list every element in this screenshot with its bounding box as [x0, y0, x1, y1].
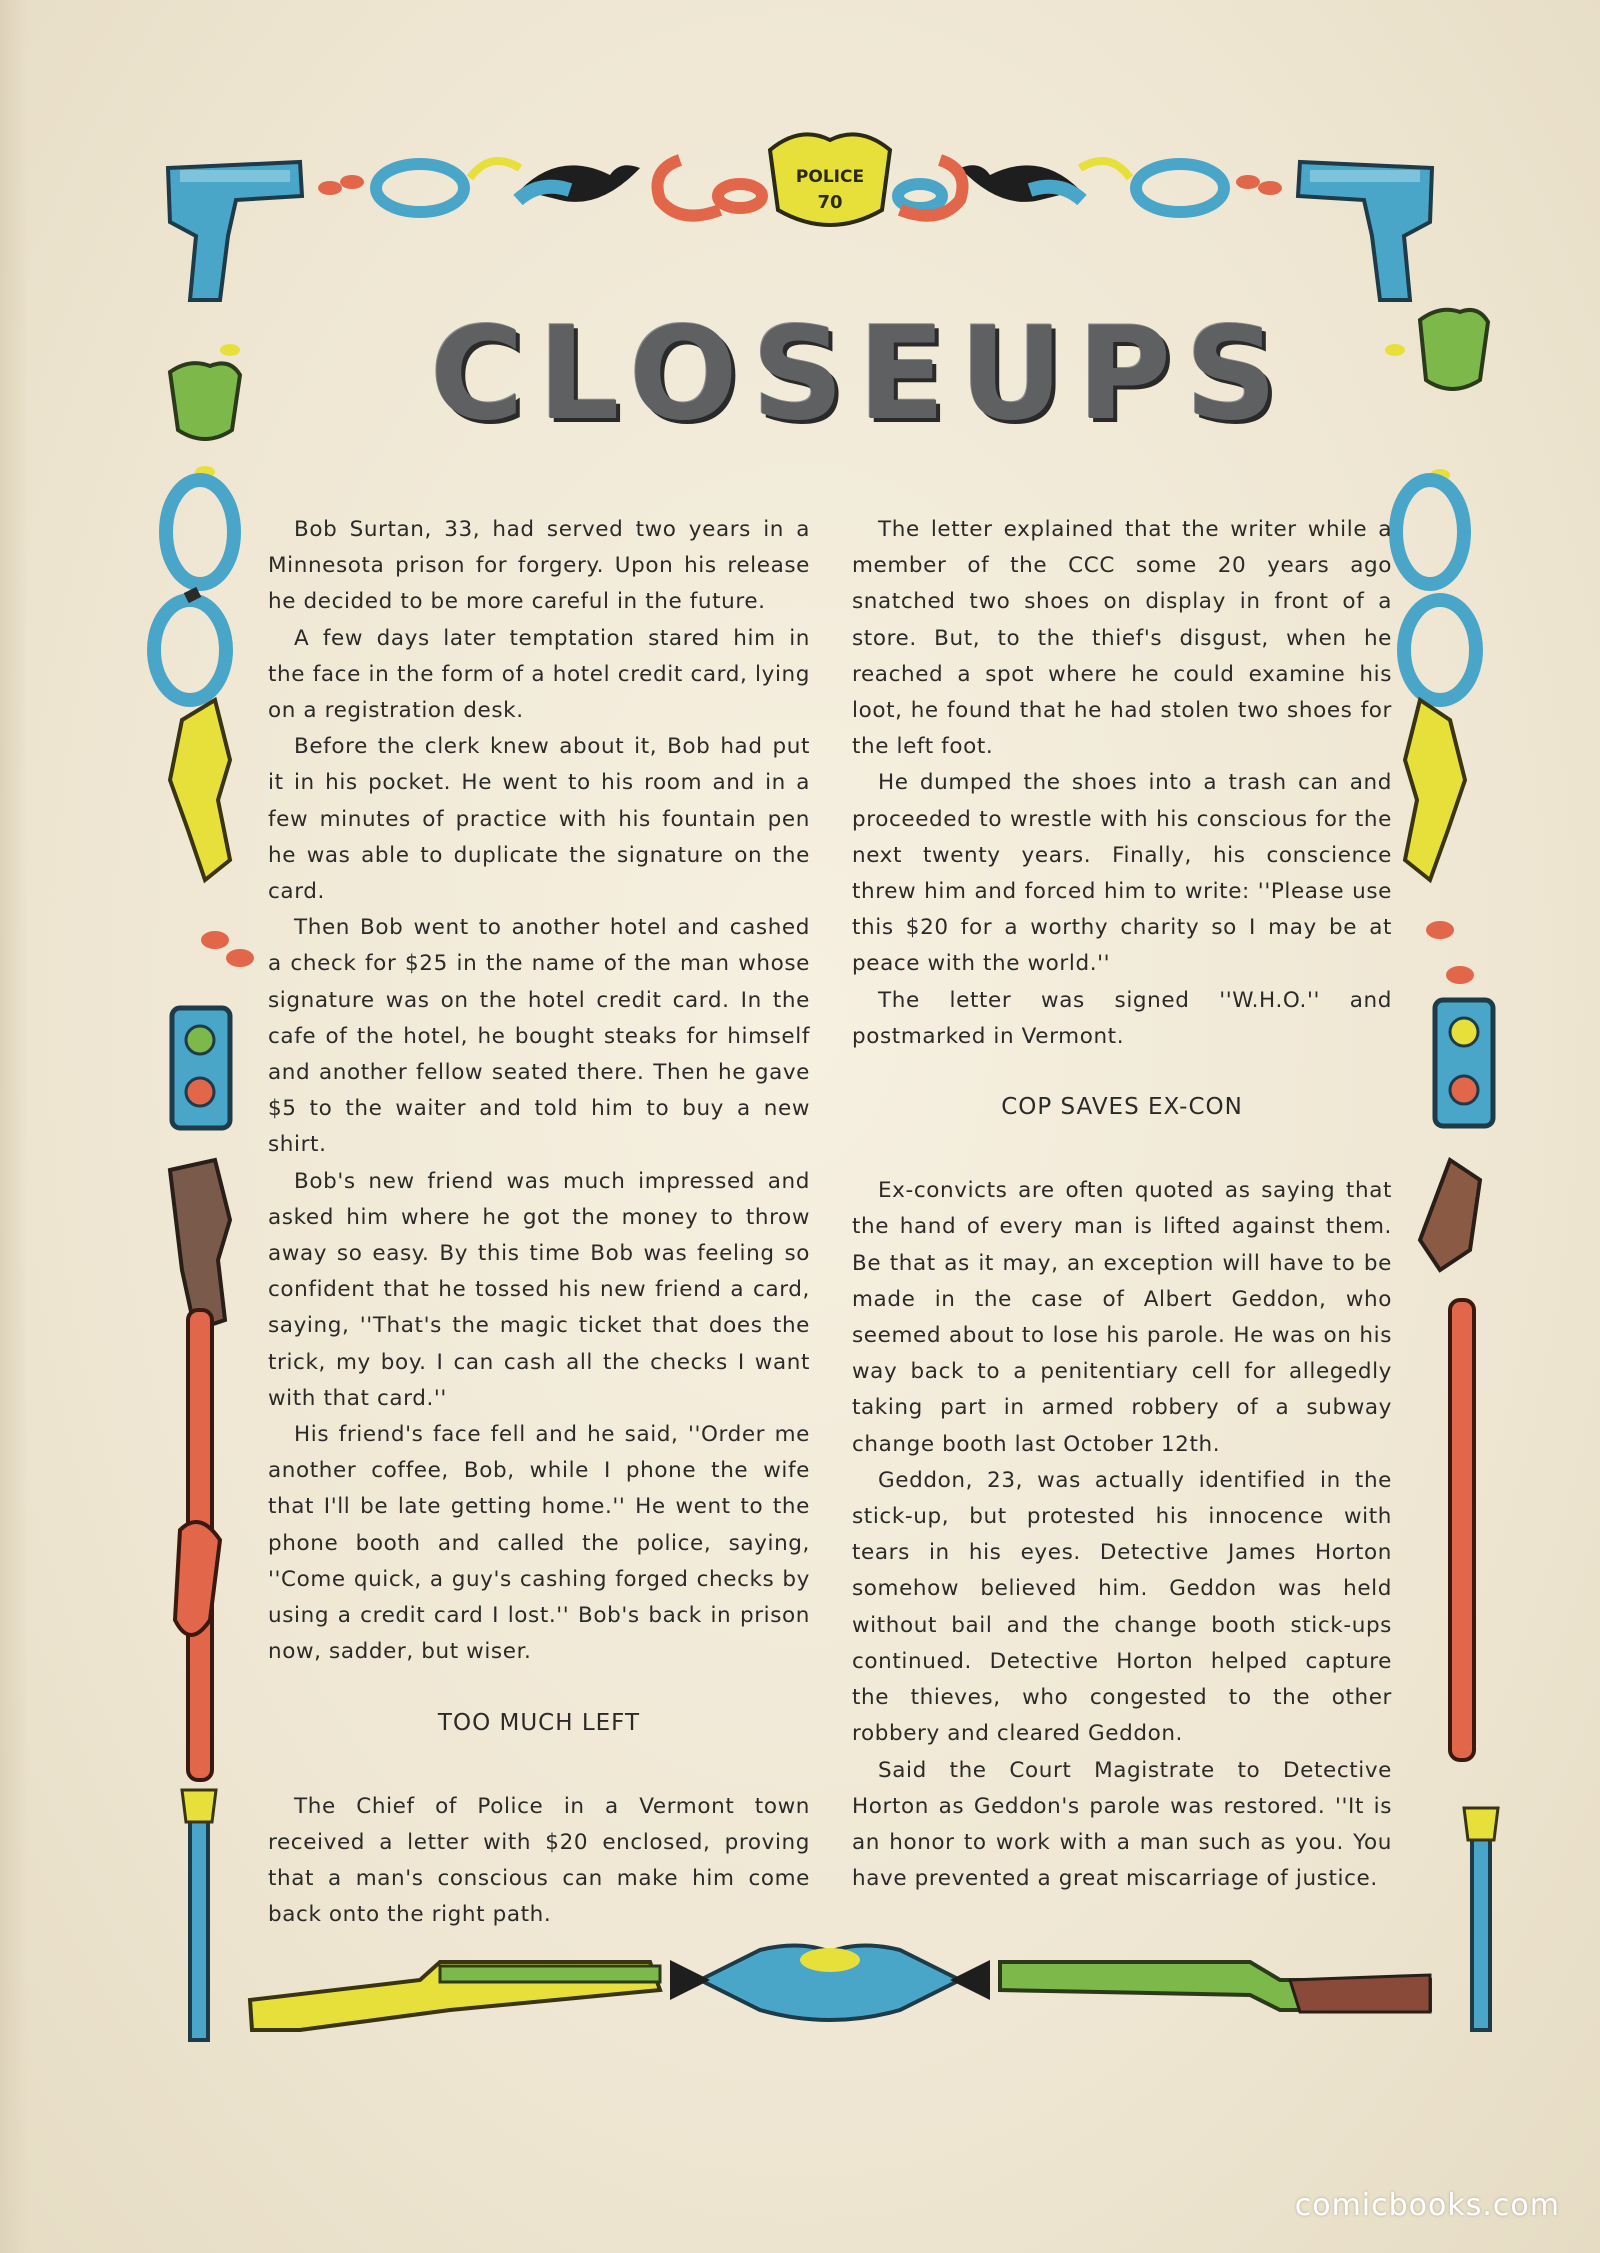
article-paragraph: Geddon, 23, was actually identified in the stick-up, but protested his innocence with tears in his eyes. Detective James Horton somehow believed him. Geddon was held without bail and the change booth stick-ups continued. Detective Horton helped capture the thieves, who congested to the other robbery and cleared Geddon.: [852, 1467, 1392, 1747]
police-badge-icon: [770, 134, 890, 225]
rifle-icon: [1000, 1962, 1430, 2012]
article-paragraph: The letter explained that the writer while a member of the CCC some 20 years ago snatched two shoes on display in front of a store. But, to the thief's disgust, when he reached a spot where he could examine his loot, he found that he had stolen two shoes for the left foot.: [852, 517, 1392, 760]
section-heading: COP SAVES EX-CON: [1001, 1094, 1243, 1121]
svg-text:70: 70: [817, 192, 843, 213]
police-badge-icon: [1420, 310, 1488, 389]
article-paragraph: A few days later temptation stared him in the face in the form of a hotel credit card, lying on a registration desk.: [268, 625, 810, 724]
article-paragraph: Then Bob went to another hotel and cashed a check for $25 in the name of the man whose signature was on the hotel credit card. In the cafe of the hotel, he bought steaks for himself and another fellow seated there. Then he gave $5 to the waiter and told him to buy a new shirt.: [268, 915, 810, 1158]
article-paragraph: Bob Surtan, 33, had served two years in a Minnesota prison for forgery. Upon his release he decided to be more careful in the future.: [268, 517, 810, 615]
article-paragraph: The letter was signed ''W.H.O.'' and postmarked in Vermont.: [852, 987, 1392, 1049]
article-paragraph: He dumped the shoes into a trash can and proceeded to wrestle with his conscious for the next twenty years. Finally, his conscience threw him and forced him to write: ''Please use this $20 for a worthy charity so I may be at peace with the world.'': [852, 770, 1392, 977]
police-badge-icon: [170, 363, 240, 439]
article-paragraph: Ex-convicts are often quoted as saying that the hand of every man is lifted against them. Be that as it may, an exception will have to be made in the case of Albert Geddon, who seemed about to lose his parole. He was on his way back to a penitentiary cell for allegedly taking part in armed robbery of a subway change booth last October 12th.: [852, 1178, 1392, 1457]
article-paragraph: Said the Court Magistrate to Detective Horton as Geddon's parole was restored. ''It is an honor to work with a man such as you. You have prevented a great miscarriage of justice.: [852, 1757, 1392, 1892]
article-paragraph: Bob's new friend was much impressed and asked him where he got the money to throw away so easy. By this time Bob was feeling so confident that he tossed his new friend a card, saying, ''That's the magic ticket that does the trick, my boy. I can cash all the checks I want with that card.'': [268, 1168, 810, 1411]
article-paragraph: Before the clerk knew about it, Bob had put it in his pocket. He went to his room and in a few minutes of practice with his fountain pen he was able to duplicate the signature on the card.: [268, 734, 810, 905]
pistol-icon: [168, 162, 302, 300]
svg-text:POLICE: POLICE: [795, 167, 865, 187]
article-paragraph: His friend's face fell and he said, ''Order me another coffee, Bob, while I phone the wife that I'll be late getting home.'' He went to the phone booth and called the police, saying, ''Come quick, a guy's cashing forged checks by using a credit card I lost.'' Bob's back in prison now, sadder, but wiser.: [268, 1422, 810, 1665]
page-title: CLOSEUPS: [430, 300, 1292, 449]
article-paragraph: The Chief of Police in a Vermont town received a letter with $20 enclosed, proving that a man's conscious can make him come back onto the right path.: [268, 1793, 810, 1928]
police-badge-icon: [670, 1945, 990, 2020]
watermark: comicbooks.com: [1294, 2188, 1560, 2223]
section-heading: TOO MUCH LEFT: [437, 1709, 641, 1736]
pistol-icon: [1298, 162, 1432, 300]
right-column: [852, 512, 1392, 1897]
left-column: [268, 512, 810, 1934]
shotgun-icon: [250, 1962, 660, 2030]
